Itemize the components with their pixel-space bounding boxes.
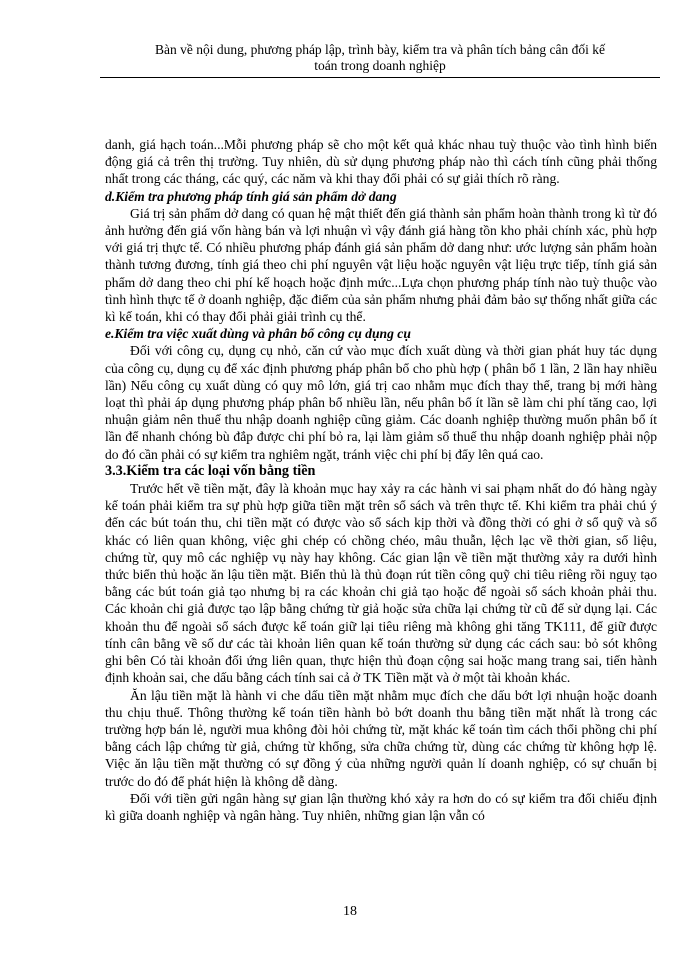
subheading-d: d.Kiểm tra phương pháp tính giá sản phẩm dở dang xyxy=(105,188,397,204)
paragraph-cash-concealment: Ăn lậu tiền mặt là hành vi che dấu tiền mặt nhằm mục đích che dấu bớt lợi nhuận hoặc doanh thu chịu thuế. Thông thường kế toán tiền hành bỏ bớt doanh thu bằng tiền mặt nhất là trong các trường hợp bán lẻ, người mua không đòi hỏi chứng từ, mặt khác kế toán tìm cách thổi phồng chi phí bằng cách lập chứng từ giả, chứng từ khống, sửa chữa chứng từ, dùng các chứng từ không hợp lệ. Việc ăn lậu tiền mặt thường có sự đồng ý của những người quản lí doanh nghiệp, có sự chuẩn bị trước do đó để phát hiện là không dễ dàng. xyxy=(105,687,657,789)
header-line-2: toán trong doanh nghiệp xyxy=(314,58,446,73)
paragraph-wip-valuation: Giá trị sản phẩm dở dang có quan hệ mật thiết đến giá thành sản phẩm hoàn thành trong kì từ đó ảnh hưởng đến giá vốn hàng bán và lợi nhuận vì vậy đánh giá hàng tồn kho phải chính xác, phù hợp với giá trị thực tế. Có nhiều phương pháp đánh giá sản phẩm dở dang như: ước lượng sản phẩm hoàn thành tương đương, tính giá theo chi phí nguyên vật liệu hoặc nguyên vật liệu trực tiếp, tính giá sản phẩm dở dang theo chi phí kế hoạch hoặc định mức...Lựa chọn phương pháp tính nào tuỳ thuộc vào tình hình thực tế ở doanh nghiệp, đặc điểm của sản phẩm nhưng phải đảm bảo sự thống nhất giữa các kì kế toán, khi có thay đổi phải giải trình cụ thể. xyxy=(105,205,657,325)
page-number: 18 xyxy=(343,904,357,919)
section-heading-3-3: 3.3.Kiểm tra các loại vốn bằng tiền xyxy=(105,462,316,479)
paragraph-price-methods: danh, giá hạch toán...Mỗi phương pháp sẽ cho một kết quả khác nhau tuỳ thuộc vào tình hình biến động giá cả trên thị trường. Tuy nhiên, dù sử dụng phương pháp nào thì cách tính cũng phải thống nhất trong các tháng, các quý, các năm và khi thay đổi phải có sự giải thích rõ ràng. xyxy=(105,137,657,187)
header-line-1: Bàn về nội dung, phương pháp lập, trình bày, kiểm tra và phân tích bảng cân đối kế xyxy=(155,42,605,57)
subheading-e: e.Kiểm tra việc xuất dùng và phân bổ công cụ dụng cụ xyxy=(105,326,411,342)
paragraph-tools-allocation: Đối với công cụ, dụng cụ nhỏ, căn cứ vào mục đích xuất dùng và thời gian phát huy tác dụng của công cụ, dụng cụ để xác định phương pháp phân bổ cho phù hợp ( phân bổ 1 lần, 2 lần hay nhiều lần) Nếu công cụ xuất dùng có quy mô lớn, giá trị cao nhằm mục đích thay thế, trang bị mới hàng loạt thì phải áp dụng phương pháp phân bổ nhiều lần, nếu phân bổ ít lần sẽ làm chi phí tăng cao, lợi nhuận giảm nên thuế thu nhập doanh nghiệp cũng giảm. Các doanh nghiệp thường muốn phân bổ ít lần để nhanh chóng bù đắp được chi phí bỏ ra, lại làm giảm số thuế thu nhập doanh nghiệp phải nộp do đó cần phải có sự kiểm tra nghiêm ngặt, tránh việc chi phí bị đẩy lên quá cao. xyxy=(105,343,657,462)
page-header xyxy=(100,42,660,78)
paragraph-bank-deposits: Đối với tiền gửi ngân hàng sự gian lận thường khó xảy ra hơn do có sự kiểm tra đối chiếu định kì giữa doanh nghiệp và ngân hàng. Tuy nhiên, những gian lận vẫn có xyxy=(105,790,657,823)
body-text xyxy=(105,136,657,824)
paragraph-cash-check: Trước hết về tiền mặt, đây là khoản mục hay xảy ra các hành vi sai phạm nhất do đó hàng ngày kế toán phải kiểm tra sự phù hợp giữa tiền mặt trên sổ sách và trên thực tế. Khi kiểm tra phải chú ý đến các bút toán thu, chi tiền mặt có được vào sổ sách kịp thời và đồng thời có ghi ở sổ quỹ và sổ khác có liên quan không, việc ghi chép có chồng chéo, mâu thuẫn, lệch lạc về thời gian, số liệu, chứng từ, quy mô các nghiệp vụ này hay không. Các gian lận về tiền mặt thường xảy ra dưới hình thức biển thủ hoặc ăn lậu tiền mặt. Biển thủ là thủ đoạn rút tiền công quỹ chi tiêu riêng rồi nguỵ tạo bằng các bút toán giả tạo nhưng bị ra các khoản chi giả tạo hoặc để ngoài sổ sách khoản phải thu. Các khoản chi giả được tạo lập bằng chứng từ giả hoặc sửa chữa lại chứng từ cũ để sử dụng lại. Các khoản thu để ngoài sổ sách được kế toán giữ lại tiêu riêng mà không ghi tăng TK111, để giữ được tính cân bằng về số dư các tài khoản liên quan kế toán thường sử dụng các cách sau: bỏ sót không ghi bên Có tài khoản đối ứng liên quan, thực hiện thủ đoạn cộng sai hoặc mang trang sai, tiến hành định khoản sai, che dấu bằng cách tính sai cả ở TK Tiền mặt và ở một tài khoản khác. xyxy=(105,481,657,686)
